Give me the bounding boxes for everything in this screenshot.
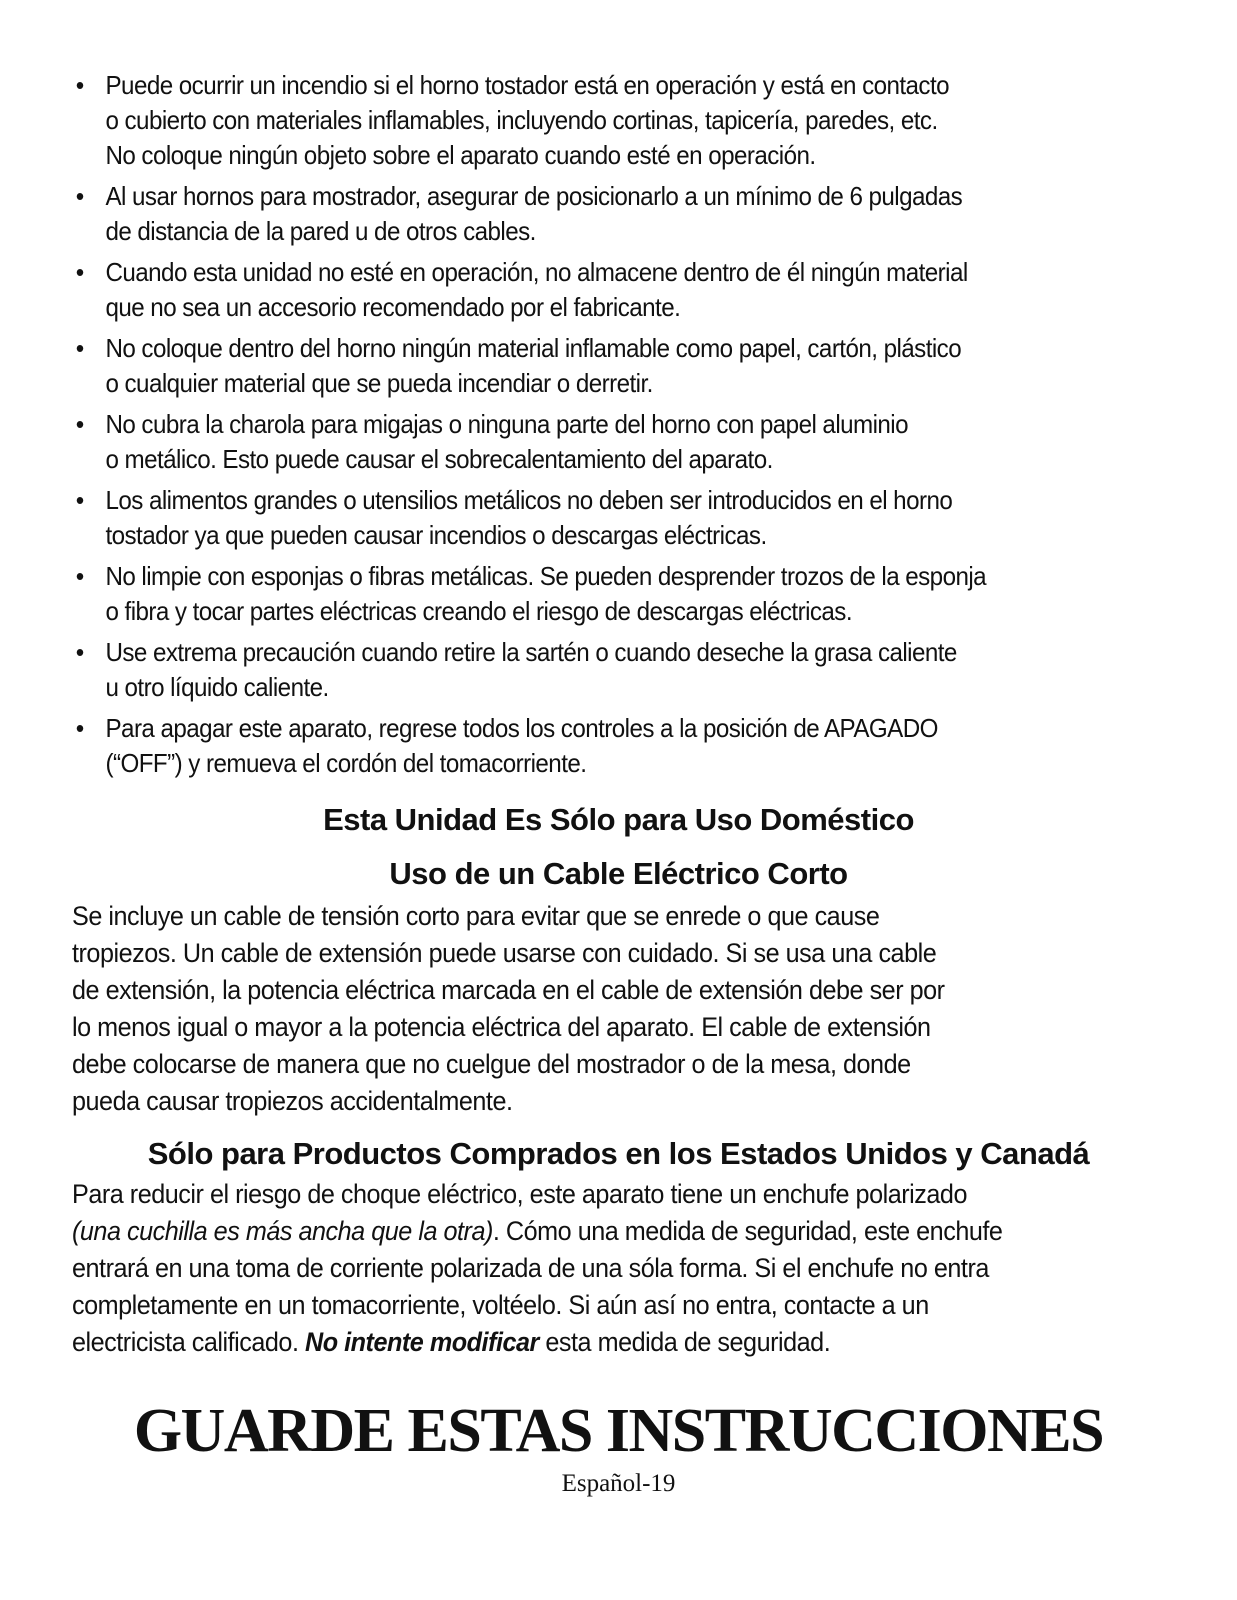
bullet-dot-icon: • [75,561,84,591]
bullet-text-line: u otro líquido caliente. [105,672,329,702]
bullet-text-line: o metálico. Esto puede causar el sobrecalentamiento del aparato. [105,444,773,474]
safety-bullet-item [72,711,1184,781]
warning-emphasis: No intente modificar [304,1327,539,1357]
bullet-text-line: o cubierto con materiales inflamables, incluyendo cortinas, tapicería, paredes, etc. [105,105,938,135]
bullet-text-line: que no sea un accesorio recomendado por el fabricante. [105,292,681,322]
bullet-text-line: No cubra la charola para migajas o ninguna parte del horno con papel aluminio [105,409,909,439]
bullet-dot-icon: • [75,485,84,515]
bullet-dot-icon: • [75,333,84,363]
bullet-text-line: Para apagar este aparato, regrese todos los controles a la posición de APAGADO [105,713,938,743]
safety-bullet-item [72,255,1184,325]
heading-usa-canada: Sólo para Productos Comprados en los Estados Unidos y Canadá [147,1136,1090,1171]
bullet-dot-icon: • [75,713,84,743]
text-line: debe colocarse de manera que no cuelgue del mostrador o de la mesa, donde [72,1049,911,1079]
text-line: completamente en un tomacorriente, voltéelo. Si aún así no entra, contacte a un [72,1290,929,1320]
text-line: de extensión, la potencia eléctrica marcada en el cable de extensión debe ser por [72,975,945,1005]
text-segment: electricista calificado. [72,1327,305,1357]
bullet-text-line: No coloque ningún objeto sobre el aparato cuando esté en operación. [105,140,816,170]
bullet-text-line: o cualquier material que se pueda incendiar o derretir. [105,368,653,398]
bullet-dot-icon: • [75,257,84,287]
bullet-dot-icon: • [75,409,84,439]
bullet-text-line: o fibra y tocar partes eléctricas creando el riesgo de descargas eléctricas. [105,596,852,626]
safety-bullet-item [72,483,1184,553]
bullet-text-line: Use extrema precaución cuando retire la sartén o cuando deseche la grasa caliente [105,637,957,667]
bullet-text-line: (“OFF”) y remueva el cordón del tomacorriente. [105,748,587,778]
safety-bullet-list [72,68,1162,787]
text-line: entrará en una toma de corriente polarizada de una sóla forma. Si el enchufe no entra [72,1253,989,1283]
safety-bullet-item [72,635,1184,705]
bullet-text-line: No limpie con esponjas o fibras metálicas. Se pueden desprender trozos de la esponja [105,561,987,591]
text-line [72,1324,1165,1361]
polarized-plug-paragraph [72,1176,1165,1361]
safety-bullet-item [72,68,1184,173]
bullet-text-line: No coloque dentro del horno ningún material inflamable como papel, cartón, plástico [105,333,962,363]
bullet-text-line: Los alimentos grandes o utensilios metálicos no deben ser introducidos en el horno [105,485,953,515]
page-number: Español-19 [561,1470,676,1497]
short-cord-paragraph [72,898,1165,1120]
save-instructions-title: GUARDE ESTAS INSTRUCCIONES [133,1397,1104,1465]
text-line [72,1213,1165,1250]
text-line: tropiezos. Un cable de extensión puede usarse con cuidado. Si se usa una cable [72,938,937,968]
text-line: pueda causar tropiezos accidentalmente. [72,1086,513,1116]
bullet-text-line: Cuando esta unidad no esté en operación, no almacene dentro de él ningún material [105,257,968,287]
text-segment: . Cómo una medida de seguridad, este enchufe [492,1216,1003,1246]
text-line: Se incluye un cable de tensión corto para evitar que se enrede o que cause [72,901,880,931]
bullet-text-line: Puede ocurrir un incendio si el horno tostador está en operación y está en contacto [105,70,950,100]
heading-household-use: Esta Unidad Es Sólo para Uso Doméstico [323,802,914,837]
text-line: lo menos igual o mayor a la potencia eléctrica del aparato. El cable de extensión [72,1012,931,1042]
bullet-dot-icon: • [75,70,84,100]
bullet-dot-icon: • [75,181,84,211]
text-segment: esta medida de seguridad. [538,1327,831,1357]
bullet-text-line: tostador ya que pueden causar incendios o descargas eléctricas. [105,520,767,550]
safety-bullet-item [72,559,1184,629]
bullet-dot-icon: • [75,637,84,667]
text-line: Para reducir el riesgo de choque eléctrico, este aparato tiene un enchufe polarizado [72,1179,967,1209]
bullet-text-line: Al usar hornos para mostrador, asegurar de posicionarlo a un mínimo de 6 pulgadas [105,181,963,211]
italic-note: (una cuchilla es más ancha que la otra) [72,1216,493,1246]
bullet-text-line: de distancia de la pared u de otros cables. [105,216,536,246]
safety-bullet-item [72,331,1184,401]
safety-bullet-item [72,179,1184,249]
safety-bullet-item [72,407,1184,477]
heading-short-cord: Uso de un Cable Eléctrico Corto [389,856,848,891]
